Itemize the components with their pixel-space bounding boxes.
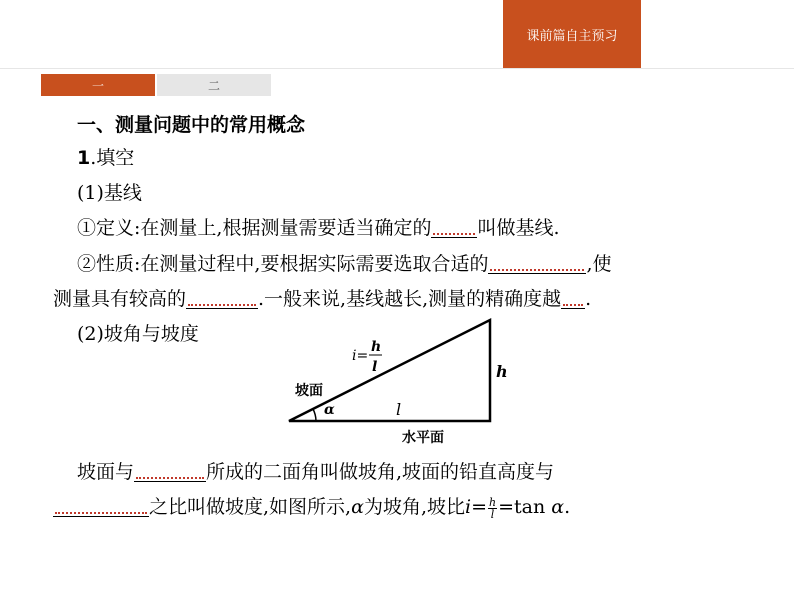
- alpha-symbol-2: α: [551, 496, 565, 518]
- item-1-line: [77, 143, 134, 170]
- definition-prefix: ①定义:在测量上,根据测量需要适当确定的: [77, 217, 432, 239]
- tab-one[interactable]: [41, 74, 155, 96]
- subheading-slope: (2)坡角与坡度: [77, 323, 199, 345]
- accuracy-prefix: 测量具有较高的: [53, 288, 187, 310]
- section-header-label: 课前篇自主预习: [526, 28, 618, 44]
- tab-two[interactable]: [157, 74, 271, 96]
- accuracy-blank[interactable]: [186, 288, 258, 309]
- slope-p2-mid: 为坡角,坡比: [363, 496, 465, 518]
- property-prefix: ②性质:在测量过程中,要根据实际需要选取合适的: [77, 253, 489, 275]
- accuracy-line: [53, 284, 591, 311]
- precision-blank[interactable]: [561, 288, 585, 309]
- fraction-numerator: h: [488, 495, 497, 509]
- definition-line: [77, 213, 560, 240]
- label-h: h: [496, 362, 508, 381]
- formula-num: h: [371, 339, 382, 355]
- horizontal-width-blank[interactable]: [53, 496, 149, 517]
- definition-blank[interactable]: [431, 217, 477, 238]
- alpha-symbol: α: [351, 496, 364, 518]
- definition-suffix: 叫做基线.: [477, 217, 560, 239]
- label-alpha: α: [324, 402, 335, 418]
- label-slope-face: 坡面: [295, 383, 323, 399]
- formula-den: l: [372, 359, 378, 375]
- property-suffix: ,使: [586, 253, 612, 275]
- section-header-tab[interactable]: [503, 0, 641, 68]
- tab-two-label: 二: [207, 78, 220, 93]
- accuracy-middle: .一般来说,基线越长,测量的精确度越: [258, 288, 562, 310]
- slope-p2-text: 之比叫做坡度,如图所示,: [149, 496, 352, 518]
- slope-p1-prefix: 坡面与: [77, 461, 135, 483]
- item-1-text: .填空: [90, 147, 135, 169]
- accuracy-end: .: [585, 288, 592, 310]
- slope-fraction: [488, 497, 497, 520]
- item-1-number: 1: [77, 147, 91, 169]
- final-period: .: [564, 496, 571, 518]
- equals-sign: =: [471, 496, 487, 518]
- section-heading: 一、测量问题中的常用概念: [77, 114, 306, 136]
- slope-triangle: [289, 320, 490, 421]
- horizontal-plane-blank[interactable]: [134, 461, 206, 482]
- property-line: [77, 249, 612, 276]
- formula-lhs: i=: [352, 348, 369, 364]
- angle-arc: [313, 409, 316, 421]
- label-l: l: [396, 400, 402, 419]
- tan-text: =tan: [498, 496, 546, 518]
- label-horizontal-plane: 水平面: [402, 430, 444, 446]
- property-blank[interactable]: [488, 253, 586, 274]
- slope-paragraph-line2: [53, 492, 570, 520]
- header-divider: [0, 68, 794, 69]
- i-variable: i: [464, 496, 472, 518]
- slope-paragraph-line1: [77, 457, 554, 484]
- slope-p1-suffix: 所成的二面角叫做坡角,坡面的铅直高度与: [206, 461, 555, 483]
- subheading-baseline: (1)基线: [77, 182, 142, 204]
- fraction-denominator: l: [490, 507, 495, 521]
- tab-one-label: 一: [91, 78, 104, 93]
